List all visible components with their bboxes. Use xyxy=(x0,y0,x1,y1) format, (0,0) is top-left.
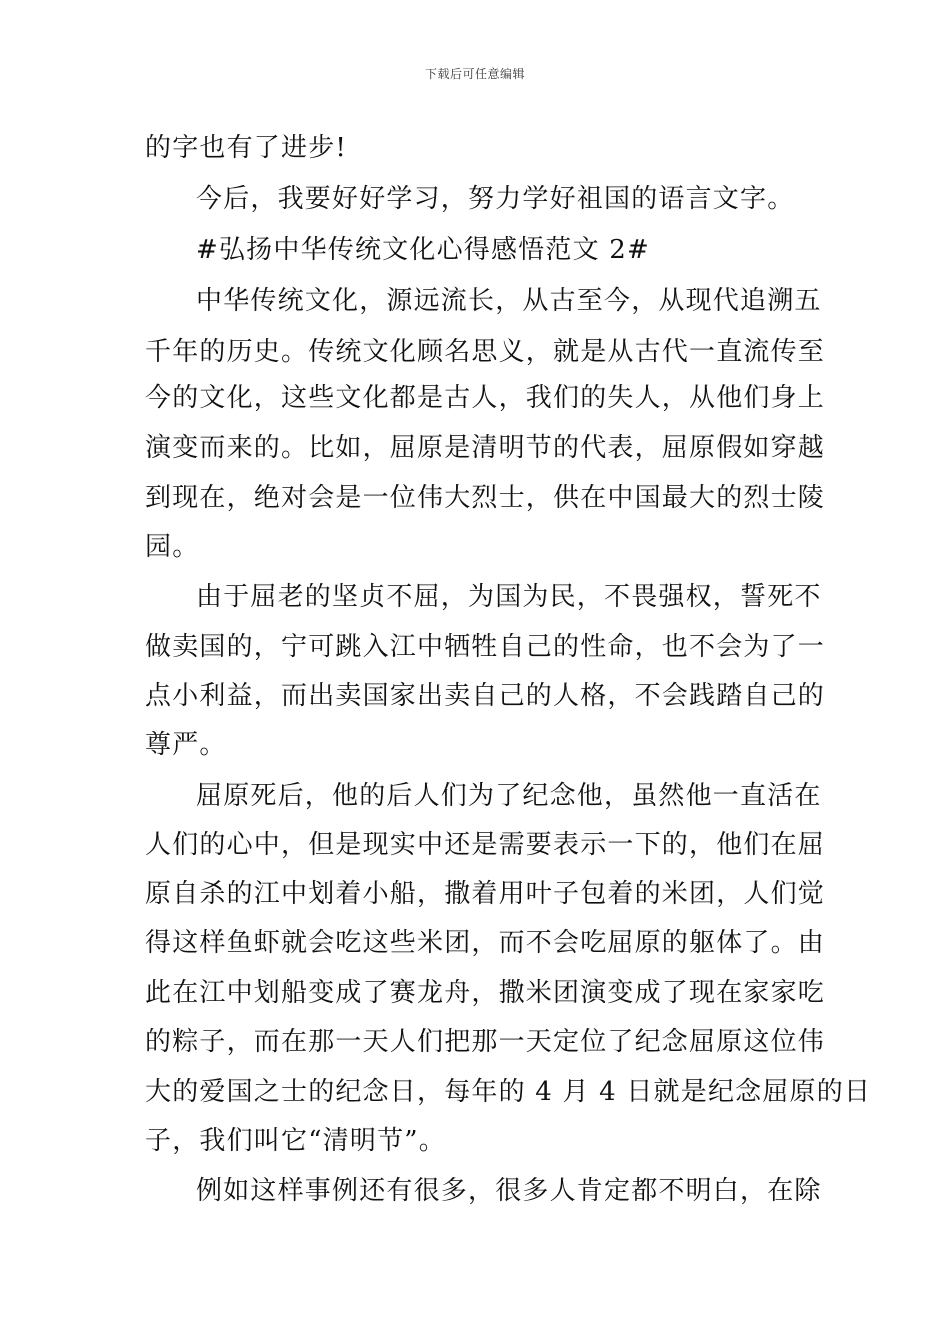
text-line: 今的文化，这些文化都是古人，我们的失人，从他们身上 xyxy=(145,383,826,413)
text-line: 中华传统文化，源远流长，从古至今，从现代追溯五 xyxy=(196,286,822,316)
text-line: 的字也有了进步! xyxy=(145,133,348,163)
text-line: 千年的历史。传统文化顾名思义，就是从古代一直流传至 xyxy=(145,337,826,367)
text-line: 做卖国的，宁可跳入江中牺牲自己的性命，也不会为了一 xyxy=(145,632,826,662)
text-line: 由于屈老的坚贞不屈，为国为民，不畏强权，誓死不 xyxy=(196,582,822,612)
text-line: 今后，我要好好学习，努力学好祖国的语言文字。 xyxy=(196,184,795,214)
text-line: 尊严。 xyxy=(145,730,227,760)
text-line: 原自杀的江中划着小船，撒着用叶子包着的米团，人们觉 xyxy=(145,879,826,909)
text-line: 人们的心中，但是现实中还是需要表示一下的，他们在屈 xyxy=(145,830,826,860)
text-line: 例如这样事例还有很多，很多人肯定都不明白，在除 xyxy=(196,1176,822,1206)
text-line: 大的爱国之士的纪念日，每年的 4 月 4 日就是纪念屈原的日 xyxy=(145,1077,872,1107)
text-line: 屈原死后，他的后人们为了纪念他，虽然他一直活在 xyxy=(196,781,822,811)
text-line: 到现在，绝对会是一位伟大烈士，供在中国最大的烈士陵 xyxy=(145,483,826,513)
text-line: 园。 xyxy=(145,532,200,562)
text-line: 子，我们叫它“清明节”。 xyxy=(145,1126,446,1156)
page-header-note: 下载后可任意编辑 xyxy=(424,67,525,81)
text-line: 此在江中划船变成了赛龙舟，撒米团演变成了现在家家吃 xyxy=(145,978,826,1008)
text-line: 演变而来的。比如，屈原是清明节的代表，屈原假如穿越 xyxy=(145,433,826,463)
section-heading: #弘扬中华传统文化心得感悟范文 2# xyxy=(196,235,650,265)
text-line: 的粽子，而在那一天人们把那一天定位了纪念屈原这位伟 xyxy=(145,1027,826,1057)
text-line: 得这样鱼虾就会吃这些米团，而不会吃屈原的躯体了。由 xyxy=(145,928,826,958)
text-line: 点小利益，而出卖国家出卖自己的人格，不会践踏自己的 xyxy=(145,681,826,711)
